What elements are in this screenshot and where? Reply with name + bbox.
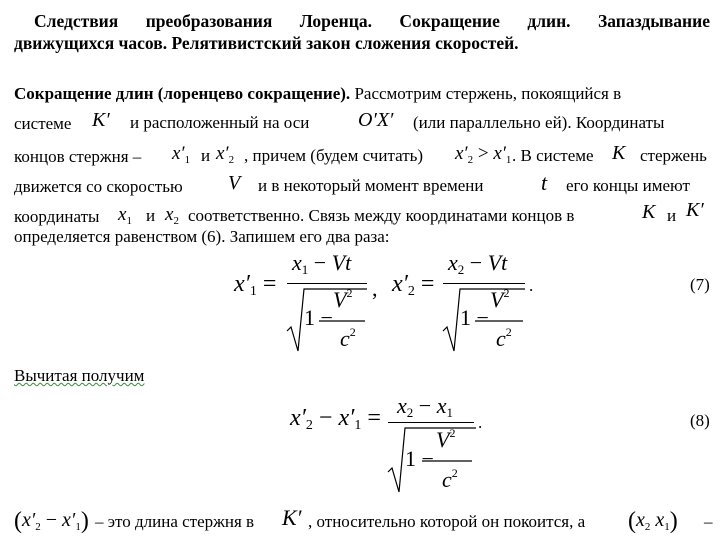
symbol-K: K bbox=[612, 142, 626, 164]
paragraph-1-line-4: движется со скоростью bbox=[14, 177, 183, 196]
symbol-K-prime-3: K′ bbox=[282, 505, 302, 530]
document-page: Следствия преобразования Лоренца. Сокращение длин. Запаздывание движущихся часов. Релятивистский закон сложения скоростей. Сокращение длин (лоренцево сокращение). Рассмотрим стержень, покоящийся в системе K′ и расположенный на оси O′X′ (или параллельно ей). Координаты концов стержня – $x'_1$ и $x'_2$ , причем (будем считать) $x'_2 > x'_1$ . В системе K стержень движется со скоростью V и в некоторый момент времени t его концы имеют координаты $x_1$ и $x_2$ соответственно. Связь между координатами концов в K и K′ определяется равенством (6). Запишем его два раза: $x'_1$ = $x_1 - Vt$ 1 − $V^2$ $c^2$ , $x'_2$ = $x_2 - Vt$ 1 − $V^2$ $c^2$ . (7) Вычитая получим $x'_2 - x'_1$ = $x_2 - x_1$ 1 − $V^2$ $c^2$ . (8) $(x'_2 - x'_1)$ – это длина стержня в K′ , относительно которой он покоится, а ($x_2$ $x_1$) – bbox=[14, 11, 713, 534]
symbol-x2: $x_2$ bbox=[165, 204, 179, 227]
paragraph-1-line-1: Сокращение длин (лоренцево сокращение). Рассмотрим стержень, покоящийся в bbox=[14, 84, 622, 103]
paragraph-1-title: Сокращение длин (лоренцево сокращение). bbox=[14, 84, 351, 103]
paragraph-3-a: – это длина стержня в bbox=[95, 512, 255, 531]
expression-x2-minus-x1-prime: $(x'_2 - x'_1)$ bbox=[14, 508, 89, 534]
heading-line-1: Следствия преобразования Лоренца. Сокращение длин. Запаздывание bbox=[34, 11, 710, 31]
symbol-x2-prime: $x'_2$ bbox=[216, 143, 235, 166]
symbol-V: V bbox=[228, 172, 241, 194]
paragraph-3-b: , относительно которой он покоится, а bbox=[308, 512, 586, 531]
symbol-K-prime-2: K′ bbox=[686, 199, 704, 221]
symbol-K-prime: K′ bbox=[92, 109, 110, 131]
inequality-x2-gt-x1: $x'_2 > x'_1$ bbox=[455, 143, 512, 166]
equation-7-number: (7) bbox=[690, 275, 710, 294]
expression-x2-x1: ($x_2$ $x_1$) bbox=[628, 508, 678, 534]
paragraph-1-line-6: определяется равенством (6). Запишем его два раза: bbox=[14, 227, 390, 246]
section-heading bbox=[14, 10, 710, 54]
symbol-OX-prime: O′X′ bbox=[358, 109, 394, 131]
paragraph-3-c: – bbox=[704, 512, 713, 531]
paragraph-1-line-3: концов стержня – bbox=[14, 147, 142, 166]
paragraph-1-line-2: системе bbox=[14, 114, 72, 133]
symbol-x1-prime: $x'_1$ bbox=[172, 143, 191, 166]
paragraph-1-line-5: координаты bbox=[14, 207, 100, 226]
equation-8-number: (8) bbox=[690, 411, 710, 430]
symbol-x1: $x_1$ bbox=[118, 204, 132, 227]
symbol-t: t bbox=[541, 170, 548, 195]
paragraph-2: Вычитая получим bbox=[14, 366, 145, 385]
heading-line-2: движущихся часов. Релятивистский закон сложения скоростей. bbox=[14, 33, 519, 53]
symbol-K-2: K bbox=[642, 201, 656, 223]
